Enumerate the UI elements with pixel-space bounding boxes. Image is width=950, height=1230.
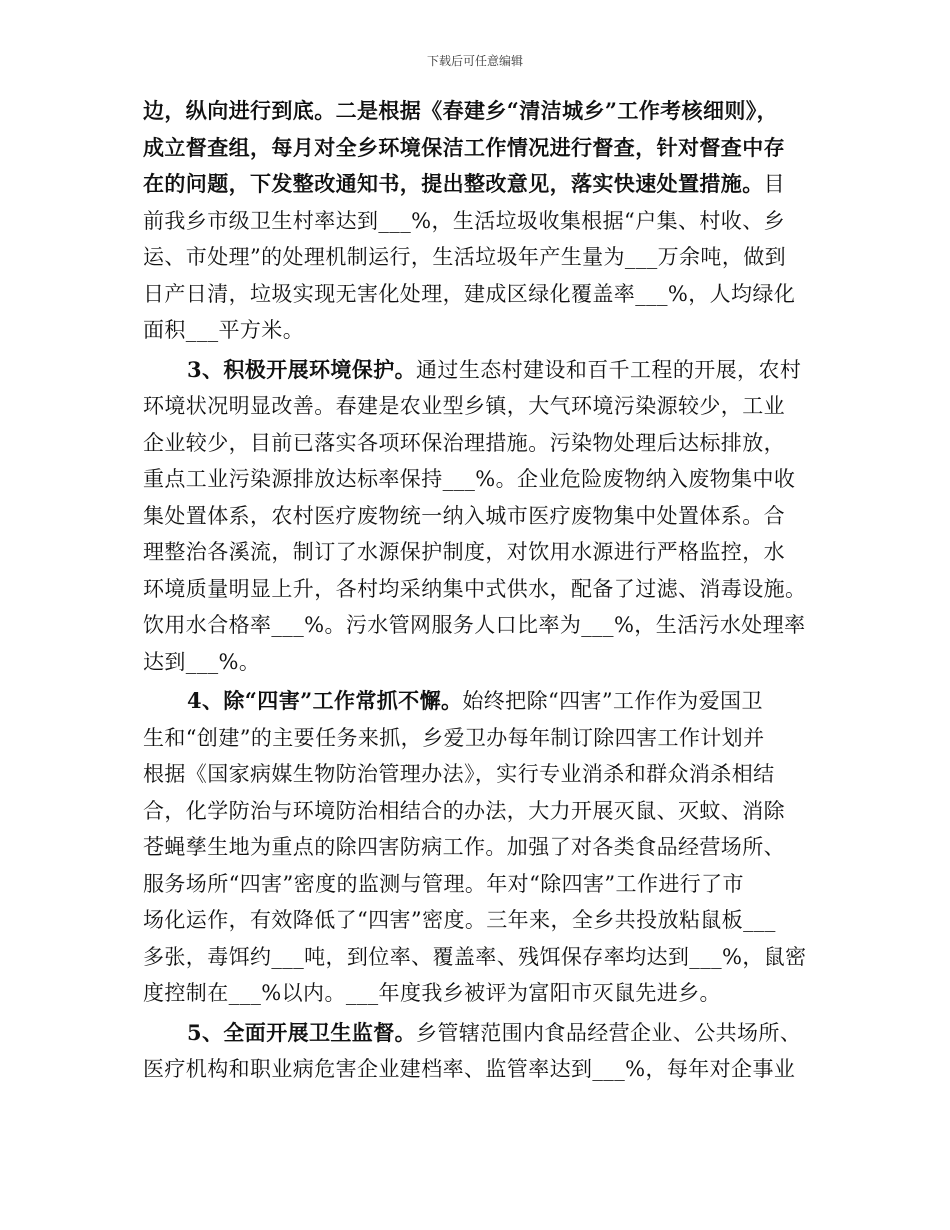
bold-heading-text: 4、除“四害”工作常抓不懈。 [187,688,463,713]
text-line [143,498,813,535]
body-text-run: 目 [763,172,786,196]
text-line [143,683,813,720]
body-text-run: 度控制在___%以内。___年度我乡被评为富阳市灭鼠先进乡。 [143,981,721,1005]
text-line [143,829,813,866]
text-line [143,276,813,313]
text-line [143,461,813,498]
body-text-run: 多张，毒饵约___吨，到位率、覆盖率、残饵保存率均达到___%，鼠密 [143,944,807,969]
text-line [143,866,813,903]
body-text-run: 根据《国家病媒生物防治管理办法》，实行专业消杀和群众消杀相结 [143,762,775,786]
text-line [143,203,813,240]
text-line [143,534,813,571]
body-text-run: 服务场所“四害”密度的监测与管理。年对“除四害”工作进行了市 [143,871,744,896]
body-text-run: 环境状况明显改善。春建是农业型乡镇，大气环境污染源较少，工业 [143,394,785,418]
text-line [143,130,813,167]
body-text-run: 通过生态村建设和百千工程的开展，农村 [416,357,802,382]
document-body [143,93,813,1088]
body-text-run: 环境质量明显上升，各村均采纳集中式供水，配备了过滤、消毒设施。 [143,576,807,601]
body-text-run: 苍蝇孳生地为重点的除四害防病工作。加强了对各类食品经营场所、 [143,835,785,859]
text-line [143,571,813,608]
body-text-run: 重点工业污染源排放达标率保持___%。企业危险废物纳入废物集中收 [143,467,796,491]
bold-heading-text: 3、积极开展环境保护。 [187,356,417,382]
body-text-run: 场化运作，有效降低了“四害”密度。三年来，全乡共投放粘鼠板___ [143,908,776,932]
text-line [143,425,813,462]
body-text-run: 饮用水合格率___%。污水管网服务人口比率为___%，生活污水处理率 [143,613,806,637]
text-line [143,902,813,939]
text-line [143,1051,813,1088]
body-text-run: 日产日清，垃圾实现无害化处理，建成区绿化覆盖率___%，人均绿化 [143,281,796,306]
body-text-run: 企业较少，目前已落实各项环保治理措施。污染物处理后达标排放， [143,430,785,455]
bold-heading-text: 在的问题，下发整改通知书，提出整改意见，落实快速处置措施。 [143,171,764,196]
text-line [143,312,813,349]
body-text-run: 生和“创建”的主要任务来抓，乡爱卫办每年制订除四害工作计划并 [143,725,765,750]
body-text-run: 医疗机构和职业病危害企业建档率、监管率达到___%，每年对企事业 [143,1057,796,1081]
body-text-run: 集处置体系，农村医疗废物统一纳入城市医疗废物集中处置体系。合 [143,503,785,528]
text-line [143,166,813,203]
bold-heading-text: 成立督查组，每月对全乡环境保洁工作情况进行督查，针对督查中存 [143,134,785,160]
text-line [143,793,813,830]
text-line [143,756,813,793]
body-text-run: 理整治各溪流，制订了水源保护制度，对饮用水源进行严格监控，水 [143,540,785,564]
page-header: 下载后可任意编辑 [426,54,523,68]
body-text-run: 合，化学防治与环境防治相结合的办法，大力开展灭鼠、灭蚊、消除 [143,798,785,823]
bold-heading-text: 边，纵向进行到底。二是根据《春建乡“清洁城乡”工作考核细则》， [143,98,779,123]
body-text-run: 运、市处理”的处理机制运行，生活垃圾年产生量为___万余吨，做到 [143,245,787,269]
body-text-run: 始终把除“四害”工作作为爱国卫 [462,689,763,713]
text-line [143,239,813,276]
text-line [143,975,813,1012]
text-line [143,939,813,976]
text-line [143,352,813,389]
text-line [143,1015,813,1052]
text-line [143,607,813,644]
body-text-run: 达到___%。 [143,649,261,674]
text-line [143,720,813,757]
body-text-run: 面积___平方米。 [143,318,305,342]
text-line [143,93,813,130]
body-text-run: 乡管辖范围内食品经营企业、公共场所、 [416,1020,802,1045]
text-line [143,644,813,681]
bold-heading-text: 5、全面开展卫生监督。 [187,1019,417,1045]
body-text-run: 前我乡市级卫生村率达到___%，生活垃圾收集根据“户集、村收、乡 [143,208,785,233]
text-line [143,388,813,425]
